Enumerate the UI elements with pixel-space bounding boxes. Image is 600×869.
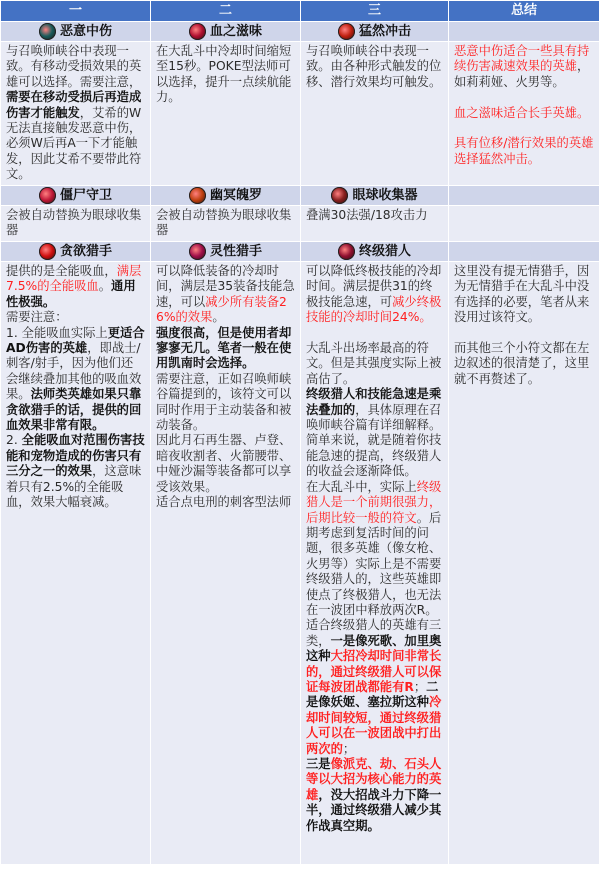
rune-name-row (1, 22, 600, 42)
rune-name: 恶意中伤 (59, 24, 112, 39)
bold-text: 更适合AD伤害的英雄 (6, 325, 145, 356)
description-cell (301, 42, 449, 186)
text: 大乱斗出场率最高的符文。但是其强度实际上被高估了。 (306, 341, 442, 386)
bold-text: 三是 (306, 757, 331, 771)
description-cell (301, 206, 449, 242)
column-header-summary: 总结 (449, 1, 600, 22)
text: 需要注意： 1. 全能吸血实际上 (6, 310, 108, 340)
highlight-text: 减少终极技能的冷却时间24%。 (306, 294, 442, 325)
taste-of-blood-rune-icon (189, 23, 206, 40)
bold-text: 一是像死歌、加里奥这种 (306, 633, 442, 664)
text: ； (342, 741, 356, 756)
text: 与召唤师峡谷中表现一致。由各种形式触发的位移、潜行效果均可触发。 (306, 44, 442, 89)
bold-text: 需要在移动受损后再造成伤害才能触发 (6, 90, 142, 120)
text: 。 (98, 279, 112, 294)
text: 可以降低装备的冷却时间，满层是35装备技能急速，可以 (156, 264, 295, 309)
rune-description-row (1, 206, 600, 242)
text: 叠满30法强/18攻击力 (306, 208, 428, 222)
summary-cell (449, 206, 600, 242)
rune-name-row (1, 186, 600, 206)
rune-header-cell (301, 186, 449, 206)
column-header-3: 三 (301, 1, 449, 22)
text: 这里没有提无情猎手，因为无情猎手在大乱斗中没有选择的必要，笔者从来没用过该符文。 而其他三个小符文都在左边叙述的很清楚了，这里就不再赘述了。 (454, 264, 590, 386)
highlight-text: 终级猎人是一个前期很强力，后期比较一般的符文 (306, 479, 442, 525)
rune-name: 贪欲猎手 (59, 244, 112, 259)
column-header-1: 一 (1, 1, 151, 22)
summary-cell (449, 262, 600, 865)
text: 与召唤师峡谷中表现一致。有移动受损效果的英雄可以选择。需要注意， (6, 44, 142, 89)
rune-header-cell (1, 242, 151, 262)
rune-header-cell (151, 242, 301, 262)
rune-header-cell (1, 22, 151, 42)
highlight-text: 大招冷却时间非常长的，通过终级猎人可以保证每波团战都能有R (306, 649, 442, 694)
bold-text: 二是像妖姬、塞拉斯这种 (306, 679, 439, 710)
text: 。后期考虑到复活时间的问题，很多英雄（像女枪、火男等）实际上是不需要终级猎人的，这些英雄即使点了终极猎人，也无法在一波团中释放两次R。 适合终级猎人的英雄有三类， (306, 510, 442, 648)
eyeball-collection-rune-icon (331, 187, 348, 204)
text: ，即战士/刺客/射手，因为他们还会继续叠加其他的吸血效果。 (6, 341, 142, 402)
text: 需要注意，正如召唤师峡谷篇提到的，该符文可以同时作用于主动装备和被动装备。 因此月石再生器、卢登、暗夜收割者、火箭腰带、中娅沙漏等装备都可以享受该效果。 适合点电刑的刺客型法师 (156, 371, 292, 510)
text: 会被自动替换为眼球收集器 (6, 208, 142, 238)
bold-text: 全能吸血对范围伤害技能和宠物造成的伤害只有三分之一的效果 (6, 433, 145, 479)
bold-text: ，没大招战斗力下降一半，通过终级猎人减少其作战真空期。 (306, 787, 442, 833)
summary-cell (449, 42, 600, 186)
description-cell (151, 206, 301, 242)
text: ，如莉莉娅、火男等。 (454, 59, 590, 89)
ingenious-hunter-rune-icon (189, 243, 206, 260)
ghost-poro-rune-icon (189, 187, 206, 204)
empty-header-cell (449, 242, 600, 262)
rune-header-cell (1, 186, 151, 206)
rune-name: 猛然冲击 (358, 24, 411, 39)
empty-header-cell (449, 186, 600, 206)
description-cell (151, 42, 301, 186)
text: 在大乱斗中冷却时间缩短至15秒。POKE型法师可以选择，提升一点续航能力。 (156, 44, 292, 105)
highlight-text: 冷却时间较短，通过终级猎人可以在一波团战中打出两次的 (306, 695, 442, 756)
rune-name: 幽冥魄罗 (209, 188, 262, 203)
text: 2. (6, 433, 18, 448)
sudden-impact-rune-icon (338, 23, 355, 40)
rune-name-row (1, 242, 600, 262)
text: ，这意味着只有2.5%的全能吸血，效果大幅衰减。 (6, 464, 142, 510)
highlight-text: 恶意中伤适合一些具有持续伤害减速效果的英雄 (454, 44, 590, 74)
ultimate-hunter-rune-icon (338, 243, 355, 260)
zombie-ward-rune-icon (39, 187, 56, 204)
rune-header-cell (151, 186, 301, 206)
header-row (1, 1, 600, 22)
rune-description-row (1, 262, 600, 865)
bold-text: 终级猎人和技能急速是乘法叠加的 (306, 387, 442, 417)
highlight-text: 减少所有装备26%的效果 (156, 294, 287, 325)
rune-name: 灵性猎手 (209, 244, 262, 259)
text: 可以降低终极技能的冷却时间。满层提供31的终极技能急速，可 (306, 264, 442, 309)
highlight-text: 满层7.5%的全能吸血 (6, 264, 142, 294)
rune-name: 眼球收集器 (352, 188, 418, 203)
bold-text: 法师类英雄如果只靠贪欲猎手的话，提供的回血效果非常有限。 (6, 387, 142, 433)
text: 提供的是全能吸血， (6, 264, 117, 278)
description-cell (1, 42, 151, 186)
bold-text: 强度很高，但是使用者却寥寥无几。笔者一般在使用凯南时会选择。 (156, 325, 292, 371)
ravenous-hunter-rune-icon (39, 243, 56, 260)
rune-name: 僵尸守卫 (59, 188, 112, 203)
text: ； (413, 679, 427, 694)
highlight-text: 像派克、劫、石头人等以大招为核心能力的英雄 (306, 757, 442, 802)
text: 会被自动替换为眼球收集器 (156, 208, 292, 238)
rune-header-cell (151, 22, 301, 42)
bold-text: 通用性极强。 (6, 279, 136, 309)
rune-header-cell (301, 22, 449, 42)
highlight-text: 具有位移/潜行效果的英雄选择猛然冲击。 (454, 136, 594, 166)
description-cell (1, 262, 151, 865)
rune-header-cell (301, 242, 449, 262)
malice-rune-icon (39, 23, 56, 40)
text: ，艾希的W无法直接触发恶意中伤，必须W后再A一下才能触发，因此艾希不要带此符文。 (6, 105, 142, 182)
column-header-2: 二 (151, 1, 301, 22)
text: ，具体原理在召唤师峡谷篇有详细解释。简单来说，就是随着你技能急速的提高，终级猎人的收益会逐渐降低。 在大乱斗中，实际上 (306, 402, 442, 494)
description-cell (301, 262, 449, 865)
rune-description-row (1, 42, 600, 186)
description-cell (151, 262, 301, 865)
highlight-text: 血之滋味适合长手英雄。 (454, 105, 590, 120)
rune-name: 血之滋味 (209, 24, 262, 39)
empty-header-cell (449, 22, 600, 42)
description-cell (1, 206, 151, 242)
text: 。 (212, 310, 225, 325)
rune-name: 终级猎人 (358, 244, 411, 259)
